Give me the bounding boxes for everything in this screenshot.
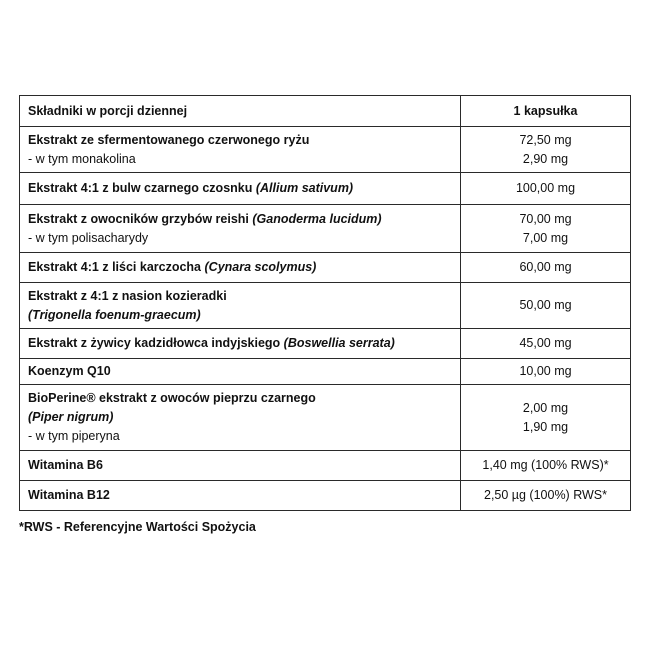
table-row [20, 329, 631, 359]
ingredient-name: Ekstrakt 4:1 z liści karczocha [28, 260, 202, 274]
ingredient-name: Witamina B6 [20, 451, 461, 481]
amount-value: 1,40 mg (100% RWS)* [461, 451, 631, 481]
ingredient-cell [20, 127, 461, 173]
supplement-facts-table [19, 95, 631, 511]
table-row [20, 451, 631, 481]
ingredient-name: Koenzym Q10 [20, 359, 461, 385]
table-row [20, 359, 631, 385]
amount-sub-value: 2,90 mg [522, 151, 569, 166]
amount-value: 50,00 mg [461, 283, 631, 329]
table-row [20, 205, 631, 253]
amount-cell [461, 127, 631, 173]
ingredient-latin: (Piper nigrum) [28, 410, 114, 424]
ingredient-name: Ekstrakt 4:1 z bulw czarnego czosnku [28, 181, 253, 195]
ingredient-latin: (Allium sativum) [255, 181, 354, 195]
amount-sub-value: 1,90 mg [522, 419, 569, 434]
ingredient-name: Ekstrakt ze sfermentowanego czerwonego ryżu [28, 132, 310, 147]
header-amount: 1 kapsułka [461, 96, 631, 127]
ingredient-name: Ekstrakt z 4:1 z nasion kozieradki [28, 288, 227, 303]
ingredient-cell [20, 283, 461, 329]
ingredient-latin: (Trigonella foenum-graecum) [28, 307, 201, 322]
ingredient-cell [20, 329, 461, 359]
table-row [20, 283, 631, 329]
table-row [20, 253, 631, 283]
ingredient-name: Ekstrakt z owocników grzybów reishi [28, 211, 249, 226]
ingredient-name: Witamina B12 [20, 481, 461, 511]
table-row [20, 481, 631, 511]
table-header-row [20, 96, 631, 127]
amount-value: 100,00 mg [461, 173, 631, 205]
amount-value: 2,50 µg (100%) RWS* [461, 481, 631, 511]
table-row [20, 127, 631, 173]
ingredient-latin: (Cynara scolymus) [204, 260, 317, 274]
ingredient-cell [20, 205, 461, 253]
ingredient-sub: - w tym monakolina [28, 151, 136, 166]
ingredient-name: BioPerine® ekstrakt z owoców pieprzu czarnego [28, 391, 316, 405]
amount-value: 10,00 mg [461, 359, 631, 385]
table-row [20, 385, 631, 451]
amount-cell [461, 205, 631, 253]
footnote-rws: *RWS - Referencyjne Wartości Spożycia [19, 520, 256, 534]
ingredient-sub: - w tym piperyna [28, 429, 120, 443]
amount-value: 70,00 mg [519, 211, 572, 226]
ingredient-sub: - w tym polisacharydy [28, 230, 149, 245]
ingredient-latin: (Boswellia serrata) [283, 336, 395, 350]
amount-value: 72,50 mg [519, 132, 572, 147]
amount-value: 2,00 mg [522, 400, 569, 415]
amount-sub-value: 7,00 mg [522, 230, 569, 245]
header-ingredient: Składniki w porcji dziennej [20, 96, 461, 127]
ingredient-cell [20, 253, 461, 283]
ingredient-name: Ekstrakt z żywicy kadzidłowca indyjskiego [28, 336, 281, 350]
amount-value: 45,00 mg [461, 329, 631, 359]
ingredient-latin: (Ganoderma lucidum) [252, 211, 382, 226]
amount-value: 60,00 mg [461, 253, 631, 283]
amount-cell [461, 385, 631, 451]
table-row [20, 173, 631, 205]
ingredient-cell [20, 173, 461, 205]
ingredient-cell [20, 385, 461, 451]
